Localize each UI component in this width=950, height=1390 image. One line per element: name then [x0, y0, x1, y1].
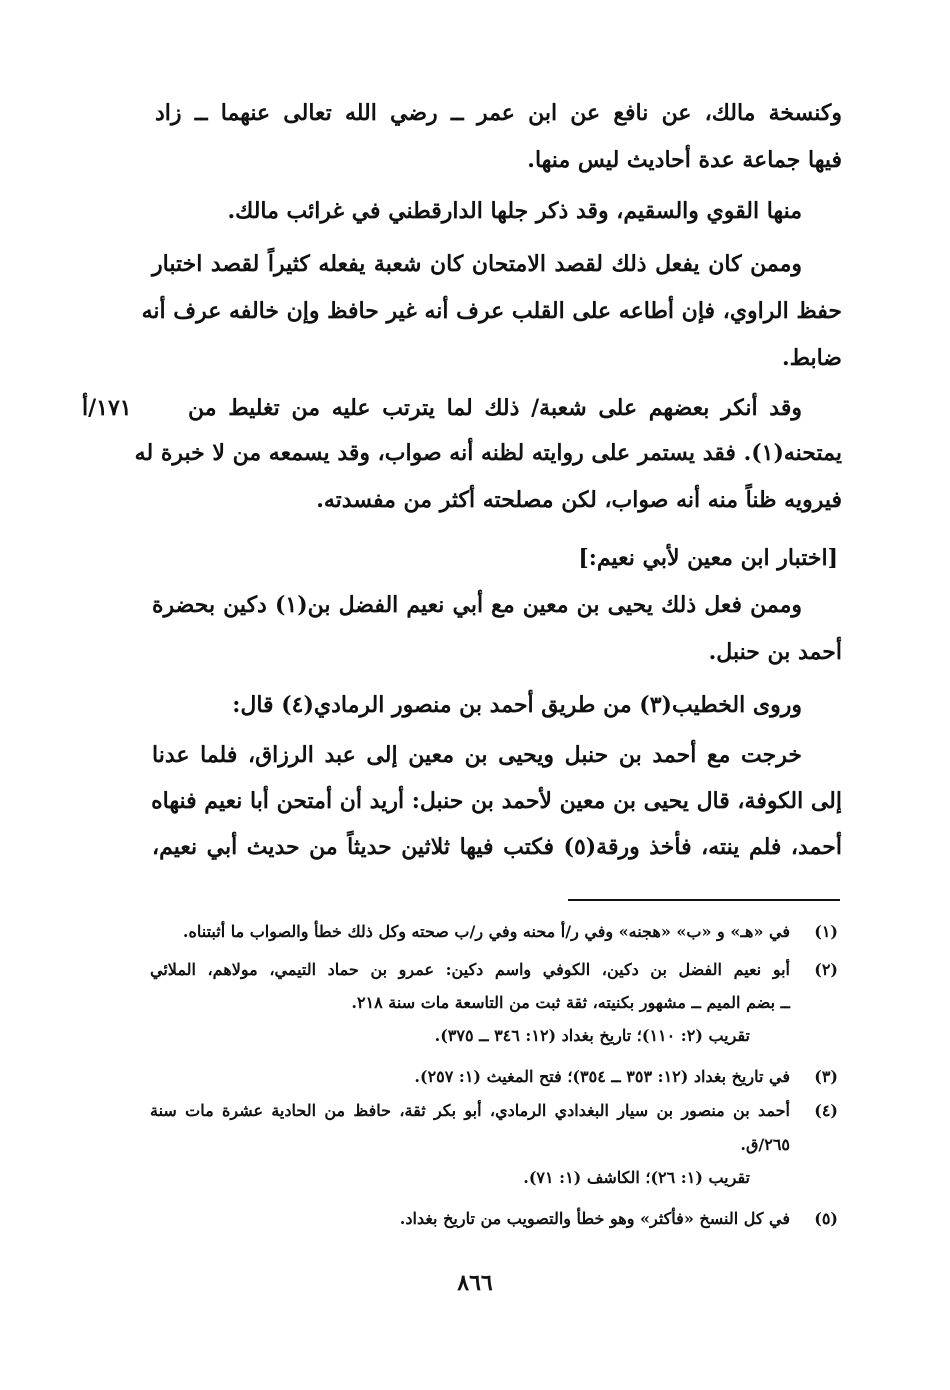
body-line: فيها جماعة عدة أحاديث ليس منها.	[527, 147, 842, 173]
footnote-text: في كل النسخ «فأكثر» وهو خطأ والتصويب من تاريخ بغداد.	[399, 1209, 790, 1228]
footnote-text: ــ بضم الميم ــ مشهور بكنيته، ثقة ثبت من التاسعة مات سنة ٢١٨.	[351, 993, 790, 1012]
page-number: ٨٦٦	[457, 1270, 493, 1296]
footnote-number: (٤)	[814, 1101, 838, 1120]
footnote-number: (٣)	[814, 1067, 838, 1086]
body-line: وقد أنكر بعضهم على شعبة/ ذلك لما يترتب عليه من تغليط من	[188, 395, 802, 421]
footnote-text: أحمد بن منصور بن سيار البغدادي الرمادي، أبو بكر ثقة، حافظ من الحادية عشرة مات سنة	[150, 1101, 790, 1120]
body-line: ضابط.	[781, 345, 842, 371]
margin-folio-reference: ١٧١/أ	[82, 395, 132, 421]
body-line: فيرويه ظناً منه أنه صواب، لكن مصلحته أكثر من مفسدته.	[316, 487, 842, 513]
body-line: وممن فعل ذلك يحيى بن معين مع أبي نعيم الفضل بن(١) دكين بحضرة	[152, 592, 803, 618]
body-line: أحمد، فلم ينته، فأخذ ورقة(٥) فكتب فيها ثلاثين حديثاً من حديث أبي نعيم،	[152, 834, 842, 860]
footnote-number: (٢)	[814, 960, 838, 979]
footnote-text: في «هـ» و «ب» «هجنه» وفي ر/أ محنه وفي ر/ب صحته وكل ذلك خطأ والصواب ما أثبتناه.	[182, 922, 790, 941]
body-line: منها القوي والسقيم، وقد ذكر جلها الدارقطني في غرائب مالك.	[227, 198, 802, 224]
body-line: إلى الكوفة، قال يحيى بن معين لأحمد بن حنبل: أريد أن أمتحن أبا نعيم فنهاه	[151, 788, 842, 814]
footnote-number: (٥)	[814, 1209, 838, 1228]
footnote-citation: تقريب (١: ٢٦)؛ الكاشف (١: ٧١).	[523, 1168, 750, 1187]
body-line: يمتحنه(١). فقد يستمر على روايته لظنه أنه صواب، وقد يسمعه من لا خبرة له	[134, 440, 842, 466]
body-line: أحمد بن حنبل.	[708, 639, 842, 665]
body-line: خرجت مع أحمد بن حنبل ويحيى بن معين إلى عبد الرزاق، فلما عدنا	[152, 742, 802, 768]
footnote-text: في تاريخ بغداد (١٢: ٣٥٣ ــ ٣٥٤)؛ فتح المغيث (١: ٢٥٧).	[414, 1067, 790, 1086]
footnote-citation: تقريب (٢: ١١٠)؛ تاريخ بغداد (١٢: ٣٤٦ ــ ٣٧٥).	[434, 1026, 750, 1045]
body-line: وممن كان يفعل ذلك لقصد الامتحان كان شعبة يفعله كثيراً لقصد اختبار	[152, 251, 802, 277]
body-line: حفظ الراوي، فإن أطاعه على القلب عرف أنه غير حافظ وإن خالفه عرف أنه	[141, 298, 842, 324]
footnote-text: ٢٦٥/ق.	[740, 1135, 790, 1154]
footnote-text: أبو نعيم الفضل بن دكين، الكوفي واسم دكين: عمرو بن حماد التيمي، مولاهم، الملائي	[150, 960, 791, 979]
section-heading: [اختبار ابن معين لأبي نعيم:]	[578, 545, 838, 571]
body-line: وكنسخة مالك، عن نافع عن ابن عمر ــ رضي الله تعالى عنهما ــ زاد	[155, 100, 842, 126]
body-line: وروى الخطيب(٣) من طريق أحمد بن منصور الرمادي(٤) قال:	[232, 692, 802, 718]
footnote-separator	[568, 899, 840, 901]
footnote-number: (١)	[814, 922, 838, 941]
